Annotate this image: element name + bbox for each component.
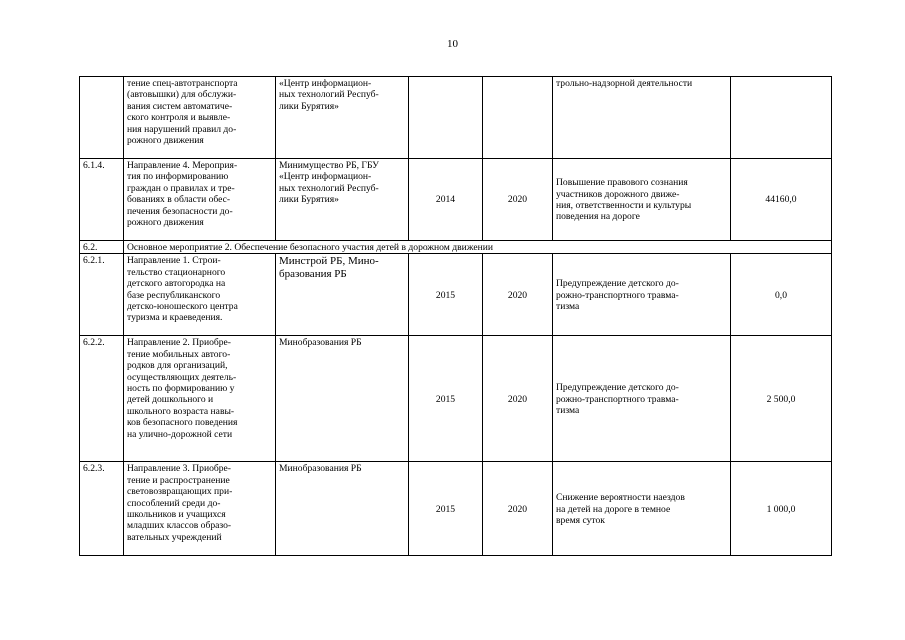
page-number: 10 [447, 38, 458, 50]
table-row [80, 336, 832, 462]
direction-cell: Направление 4. Мероприя- тия по информированию граждан о правилах и тре- бованиях в области обес- печения безопасности до- рожного движения [124, 159, 276, 241]
section-title: Основное мероприятие 2. Обеспечение безопасного участия детей в дорожном движении [124, 241, 832, 254]
result-cell: Предупреждение детского до- рожно-транспортного травма- тизма [553, 254, 731, 336]
direction-cell: Направление 1. Строи- тельство стационарного детского автогородка на базе республиканского детско-юношеского центра туризма и краеведения. [124, 254, 276, 336]
end-year-cell [483, 77, 553, 159]
table-row [80, 77, 832, 159]
row-number: 6.2. [80, 241, 124, 254]
executor-cell: Минстрой РБ, Мино- бразования РБ [276, 254, 409, 336]
start-year-cell: 2015 [409, 462, 483, 556]
end-year-cell: 2020 [483, 336, 553, 462]
result-cell: трольно-надзорной деятельности [553, 77, 731, 159]
program-table [79, 76, 832, 556]
direction-cell: Направление 3. Приобре- тение и распространение световозвращающих при- способлений среди до- школьников и учащихся младших классов образо- вательных учреждений [124, 462, 276, 556]
end-year-cell: 2020 [483, 462, 553, 556]
direction-cell: тение спец-автотранспорта (автовышки) для обслужи- вания систем автоматиче- ского контроля и выявле- ния нарушений правил до- рожного движения [124, 77, 276, 159]
end-year-cell: 2020 [483, 254, 553, 336]
amount-cell: 2 500,0 [731, 336, 832, 462]
row-number: 6.1.4. [80, 159, 124, 241]
row-number [80, 77, 124, 159]
start-year-cell: 2014 [409, 159, 483, 241]
result-cell: Снижение вероятности наездов на детей на дороге в темное время суток [553, 462, 731, 556]
section-row [80, 241, 832, 254]
executor-cell: Минобразования РБ [276, 336, 409, 462]
end-year-cell: 2020 [483, 159, 553, 241]
amount-cell: 44160,0 [731, 159, 832, 241]
executor-cell: Минобразования РБ [276, 462, 409, 556]
table-row [80, 254, 832, 336]
direction-cell: Направление 2. Приобре- тение мобильных автого- родков для организаций, осуществляющих деятель- ность по формированию у детей дошкольного и школьного возраста навы- ков безопасного поведения на улично-дорожной сети [124, 336, 276, 462]
amount-cell: 1 000,0 [731, 462, 832, 556]
start-year-cell: 2015 [409, 336, 483, 462]
amount-cell [731, 77, 832, 159]
executor-cell: Минимущество РБ, ГБУ «Центр информацион- ных технологий Респуб- лики Бурятия» [276, 159, 409, 241]
start-year-cell [409, 77, 483, 159]
start-year-cell: 2015 [409, 254, 483, 336]
executor-cell: «Центр информацион- ных технологий Респуб- лики Бурятия» [276, 77, 409, 159]
row-number: 6.2.3. [80, 462, 124, 556]
row-number: 6.2.1. [80, 254, 124, 336]
amount-cell: 0,0 [731, 254, 832, 336]
table-row [80, 159, 832, 241]
table-row [80, 462, 832, 556]
row-number: 6.2.2. [80, 336, 124, 462]
result-cell: Повышение правового сознания участников дорожного движе- ния, ответственности и культуры поведения на дороге [553, 159, 731, 241]
result-cell: Предупреждение детского до- рожно-транспортного травма- тизма [553, 336, 731, 462]
